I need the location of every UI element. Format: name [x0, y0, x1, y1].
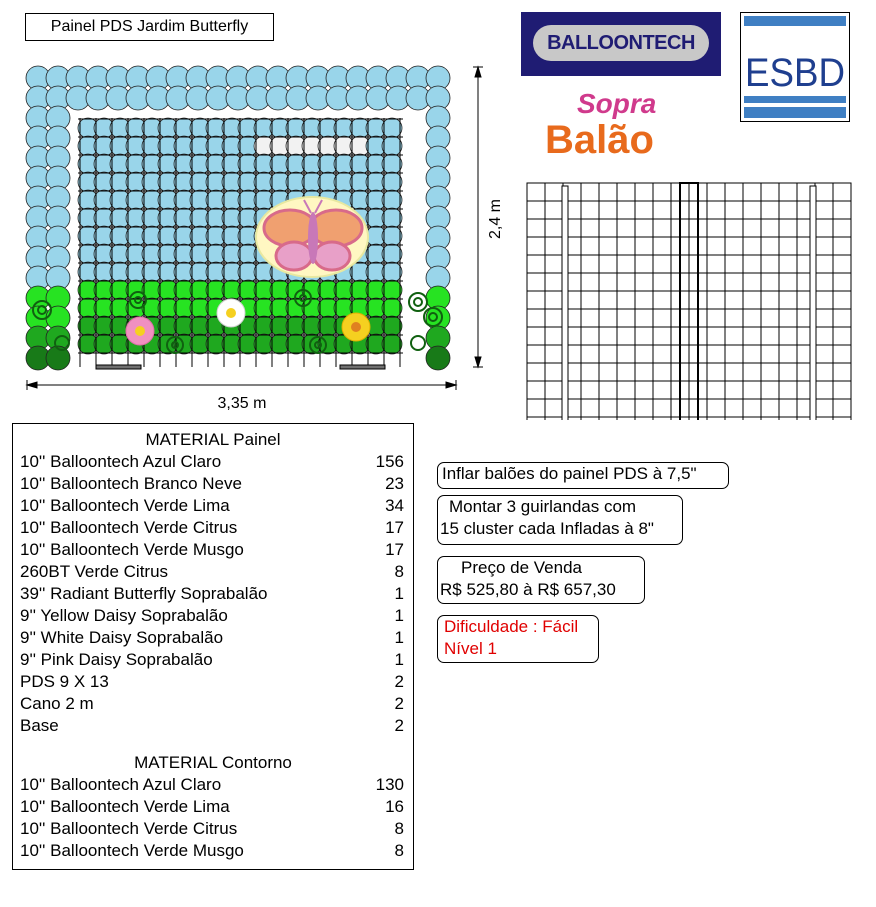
- note-montar-line2: 15 cluster cada Infladas à 8": [440, 519, 654, 538]
- material-row: [20, 517, 404, 539]
- material-row: [20, 840, 404, 862]
- material-row: [20, 495, 404, 517]
- material-qty: 156: [375, 452, 404, 471]
- material-row: [20, 561, 404, 583]
- svg-text:ESBD: ESBD: [745, 51, 845, 95]
- pole-right: [810, 186, 816, 420]
- preco-label: Preço de Venda: [461, 558, 582, 577]
- material-qty: 2: [394, 716, 404, 735]
- material-row: [20, 539, 404, 561]
- butterfly-balloon: [256, 197, 368, 277]
- balloon: [426, 346, 450, 370]
- material-contorno-heading: MATERIAL Contorno: [134, 753, 292, 772]
- material-row: [20, 451, 404, 473]
- material-name: 260BT Verde Citrus: [20, 562, 169, 581]
- material-qty: 2: [394, 694, 404, 713]
- balloon: [382, 226, 402, 246]
- material-row: [20, 605, 404, 627]
- base-right: [340, 365, 385, 369]
- material-qty: 130: [375, 775, 404, 794]
- material-name: 10'' Balloontech Verde Citrus: [20, 819, 238, 838]
- material-name: 10'' Balloontech Verde Musgo: [20, 540, 244, 559]
- note-preco: [437, 556, 645, 604]
- material-name: Cano 2 m: [20, 694, 94, 713]
- material-row: [20, 774, 404, 796]
- base-left: [96, 365, 141, 369]
- material-name: 9'' White Daisy Soprabalão: [20, 628, 224, 647]
- page-title: Painel PDS Jardim Butterfly: [25, 13, 274, 41]
- material-qty: 1: [394, 650, 404, 669]
- material-name: 10'' Balloontech Azul Claro: [20, 452, 222, 471]
- balloon: [382, 208, 402, 228]
- material-row: [20, 715, 404, 737]
- balloon: [382, 334, 402, 354]
- material-qty: 17: [385, 540, 404, 559]
- material-row: [20, 818, 404, 840]
- note-dificuldade: [437, 615, 599, 663]
- note-inflar: Inflar balões do painel PDS à 7,5": [437, 462, 729, 489]
- balloon: [382, 244, 402, 264]
- material-row: [20, 693, 404, 715]
- balloontech-logo: BALLOONTECH: [521, 12, 721, 76]
- height-label: 2,4 m: [487, 198, 504, 240]
- balloon: [382, 316, 402, 336]
- material-list: [12, 423, 414, 870]
- material-name: 9'' Yellow Daisy Soprabalão: [20, 606, 228, 625]
- material-qty: 23: [385, 474, 404, 493]
- preco-value: R$ 525,80 à R$ 657,30: [440, 580, 616, 599]
- material-row: [20, 473, 404, 495]
- balloon: [382, 298, 402, 318]
- balloon: [382, 118, 402, 138]
- white-daisy: [217, 299, 245, 327]
- dificuldade-label: Dificuldade : Fácil: [444, 617, 579, 636]
- material-name: PDS 9 X 13: [20, 672, 109, 691]
- material-name: 10'' Balloontech Verde Musgo: [20, 841, 244, 860]
- material-qty: 2: [394, 672, 404, 691]
- esbd-logo: [740, 12, 850, 122]
- material-qty: 17: [385, 518, 404, 537]
- balloon: [382, 262, 402, 282]
- balloon: [382, 280, 402, 300]
- material-name: Base: [20, 716, 59, 735]
- material-name: 10'' Balloontech Branco Neve: [20, 474, 242, 493]
- material-qty: 1: [394, 628, 404, 647]
- material-painel-heading: MATERIAL Painel: [145, 430, 281, 449]
- balloon: [382, 190, 402, 210]
- balloon: [382, 154, 402, 174]
- material-name: 39'' Radiant Butterfly Soprabalão: [20, 584, 268, 603]
- material-qty: 8: [394, 562, 404, 581]
- material-qty: 16: [385, 797, 404, 816]
- pds-structure-diagram: [527, 183, 851, 420]
- material-row: [20, 627, 404, 649]
- material-qty: 1: [394, 584, 404, 603]
- nivel-label: Nível 1: [444, 639, 497, 658]
- material-row: [20, 671, 404, 693]
- material-row: [20, 649, 404, 671]
- material-row: [20, 583, 404, 605]
- pink-daisy: [126, 317, 154, 345]
- material-qty: 8: [394, 841, 404, 860]
- material-qty: 34: [385, 496, 404, 515]
- material-name: 10'' Balloontech Verde Lima: [20, 797, 230, 816]
- balloon: [382, 136, 402, 156]
- yellow-daisy: [342, 313, 370, 341]
- material-qty: 8: [394, 819, 404, 838]
- balloon: [382, 172, 402, 192]
- material-name: 10'' Balloontech Verde Citrus: [20, 518, 238, 537]
- width-label: 3,35 m: [217, 395, 267, 412]
- note-montar: [437, 495, 683, 545]
- material-name: 9'' Pink Daisy Soprabalão: [20, 650, 213, 669]
- note-montar-line1: Montar 3 guirlandas com: [449, 497, 637, 516]
- material-name: 10'' Balloontech Verde Lima: [20, 496, 230, 515]
- material-name: 10'' Balloontech Azul Claro: [20, 775, 222, 794]
- soprabalao-logo: Sopra Balão: [545, 88, 657, 162]
- material-qty: 1: [394, 606, 404, 625]
- pole-left: [562, 186, 568, 420]
- material-row: [20, 796, 404, 818]
